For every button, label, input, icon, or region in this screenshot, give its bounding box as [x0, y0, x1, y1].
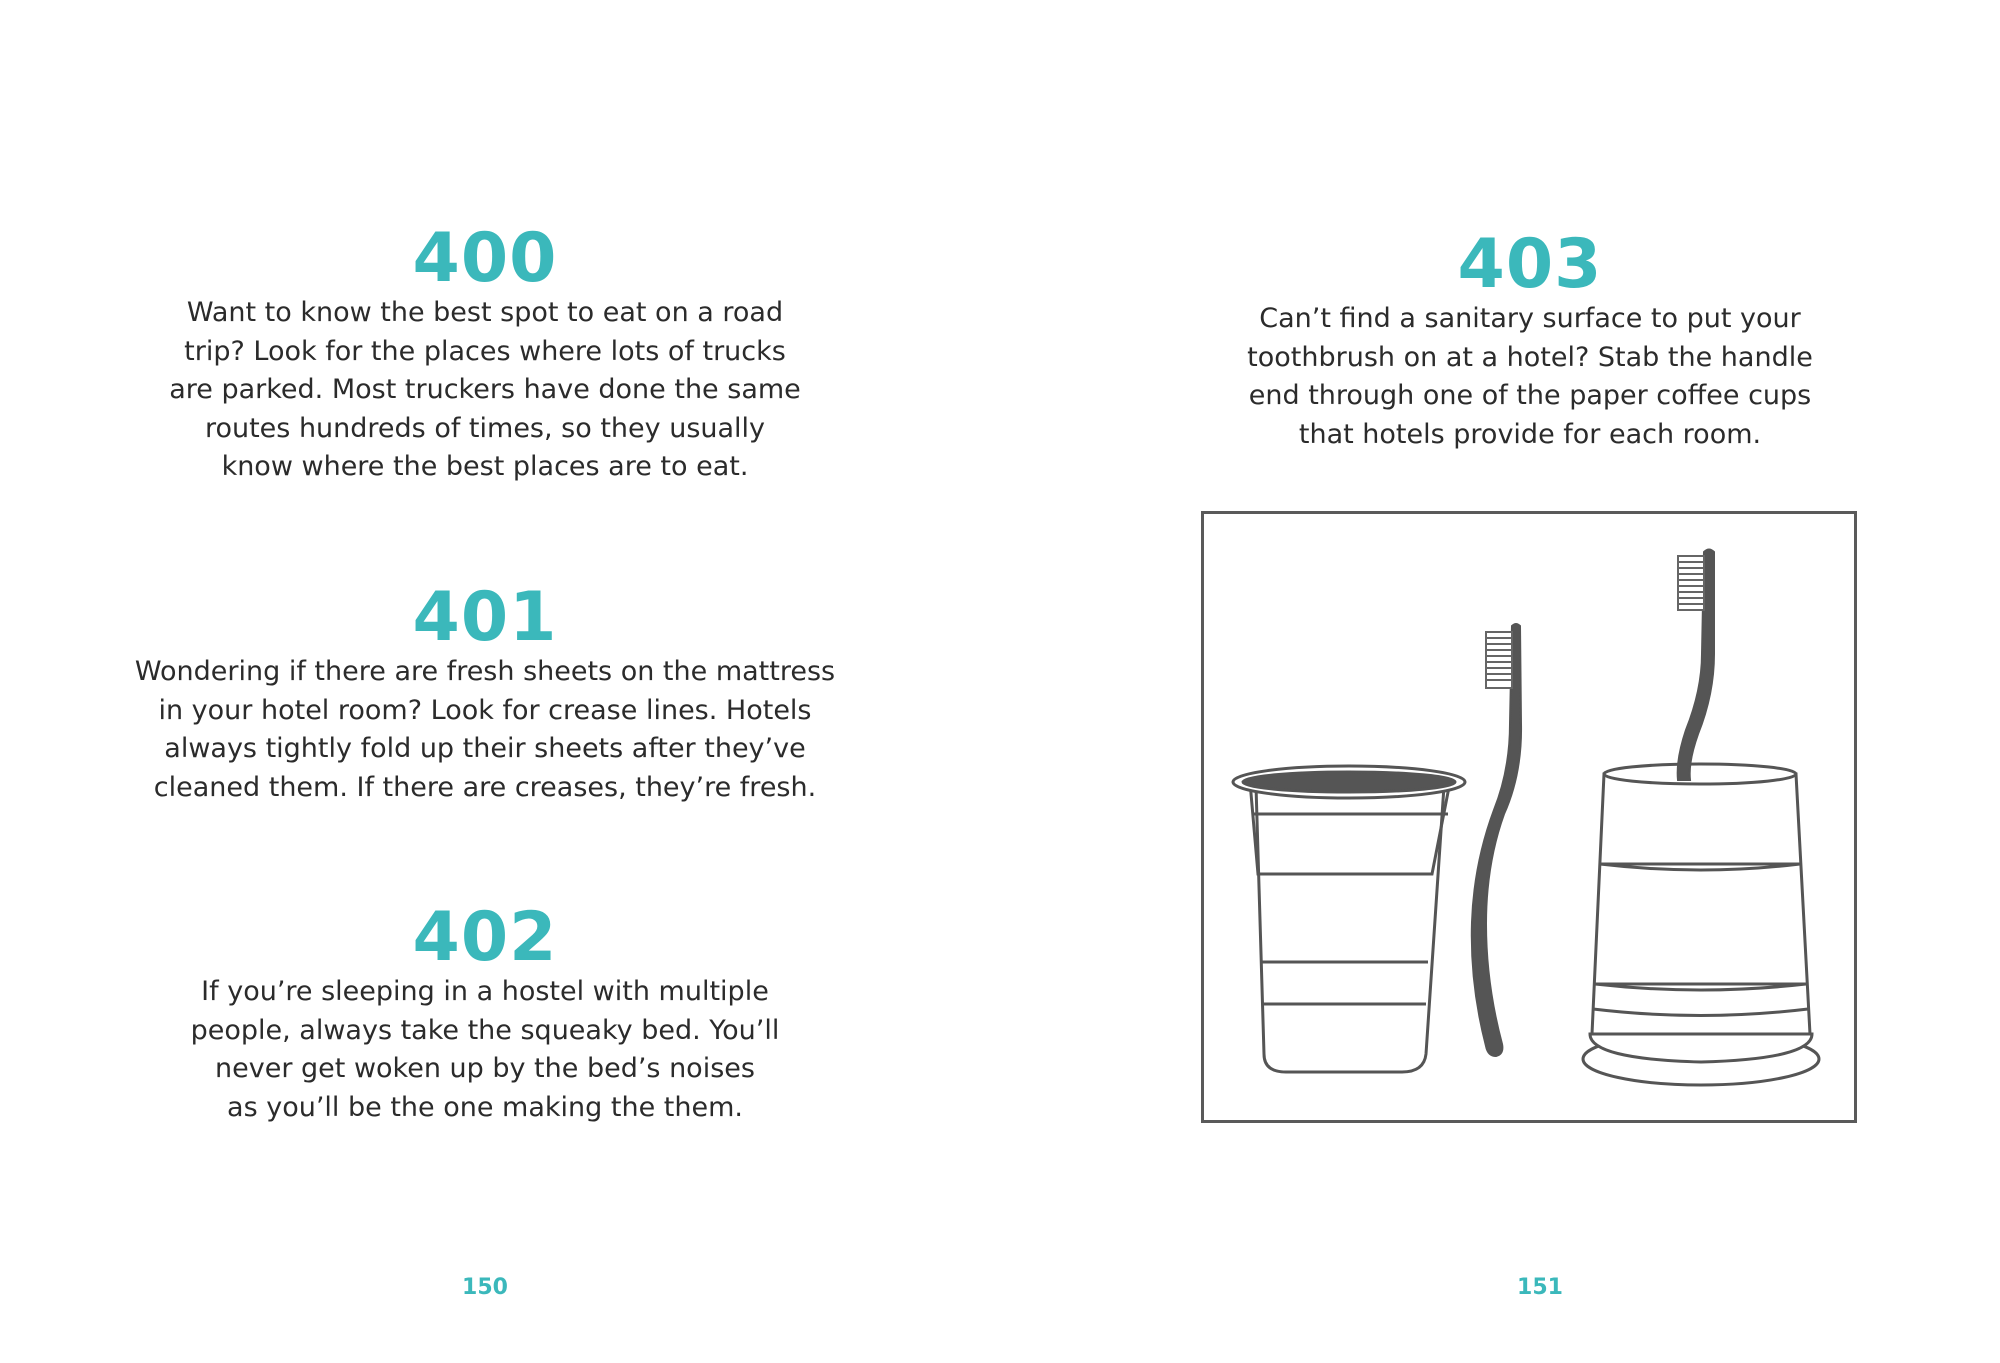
inverted-cup-icon: [1583, 764, 1819, 1085]
paper-cup-icon: [1233, 766, 1465, 1072]
tip-text: Can’t find a sanitary surface to put your toothbrush on at a hotel? Stab the handle end through one of the paper coffee cups that hotels provide for each room.: [1247, 303, 1813, 450]
illustration-svg: [1204, 514, 1854, 1120]
tip-400: [100, 219, 870, 487]
tip-402: [100, 898, 870, 1127]
tip-text: Wondering if there are fresh sheets on the mattress in your hotel room? Look for crease lines. Hotels always tightly fold up their sheets after they’ve cleaned them. If there are creases, they’re fresh.: [134, 656, 836, 803]
toothbrush-icon: [1472, 624, 1521, 1056]
right-page: [1000, 0, 2000, 1363]
tip-number: 402: [412, 898, 558, 977]
page-number: 150: [462, 1275, 508, 1300]
toothbrush-and-cup-illustration: [1201, 511, 1857, 1123]
page-number: 151: [1517, 1275, 1563, 1300]
toothbrush-in-cup-icon: [1678, 550, 1714, 781]
tip-number: 400: [412, 219, 558, 298]
tip-text: Want to know the best spot to eat on a road trip? Look for the places where lots of trucks are parked. Most truckers have done the same routes hundreds of times, so they usually know where the best places are to eat.: [169, 297, 801, 482]
tip-text: If you’re sleeping in a hostel with multiple people, always take the squeaky bed. You’ll never get woken up by the bed’s noises as you’ll be the one making the them.: [190, 976, 780, 1123]
tip-401: [100, 578, 870, 807]
tip-number: 401: [412, 578, 558, 657]
tip-403: [1140, 225, 1920, 454]
tip-number: 403: [1457, 225, 1603, 304]
